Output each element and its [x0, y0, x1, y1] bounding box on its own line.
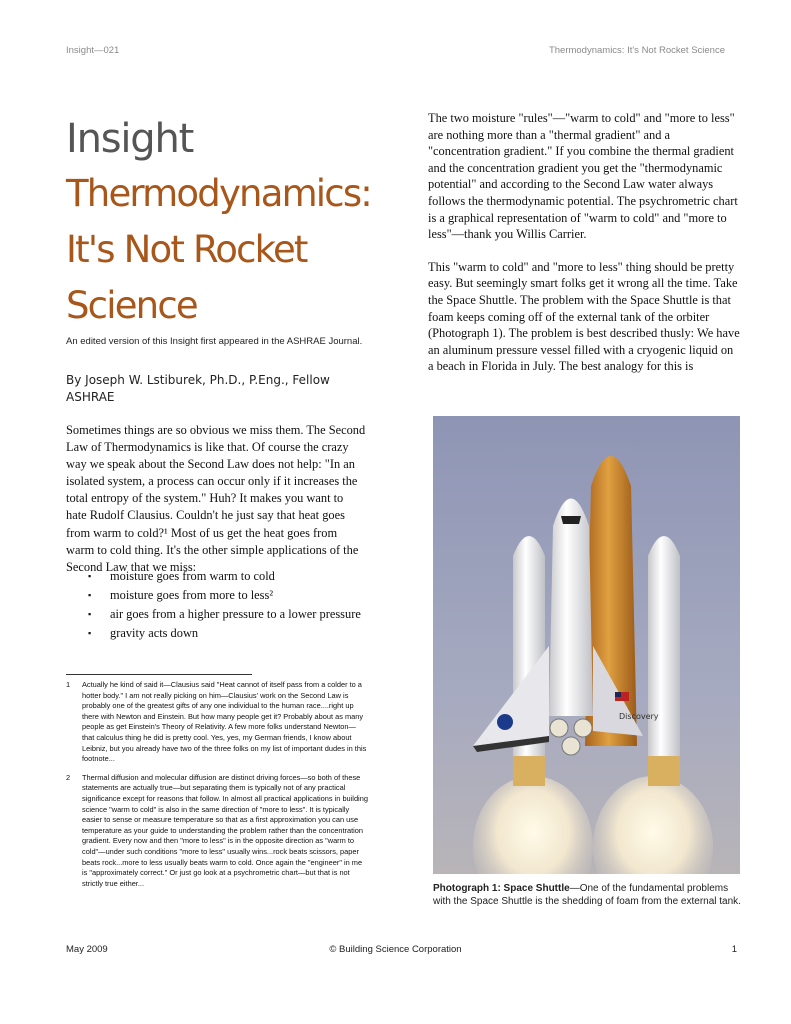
footnote-text: Actually he kind of said it—Clausius said "Heat cannot of itself pass from a colder to a hotter body." I am not really picking on him—Clausius' work on the Second Law is probably one of the greatest gifts of any one individual to the human race....right up there with Newton and Einstein. But how many people get it? Probably about as many people as get Einstein's Theory of Relativity. A few more folks understand Newton—that calculus thing he did is pretty cool. Yes, yes, my German friends, I know about Leibniz, but you already have two of the three folks on my list of important dudes in this footnote... [82, 680, 367, 764]
right-column-body [428, 110, 740, 391]
list-item: ▪ air goes from a higher pressure to a lower pressure [84, 606, 374, 623]
article-title-line-2: It's Not Rocket [66, 228, 307, 271]
running-header-right: Thermodynamics: It's Not Rocket Science [548, 45, 725, 56]
second-law-list [84, 568, 374, 644]
caption-text: —One of the fundamental problems with the Space Shuttle is the shedding of foam from the external tank. [433, 883, 741, 907]
footnotes [66, 680, 368, 897]
list-item: ▪ moisture goes from more to less² [84, 587, 374, 604]
footer-copyright: © Building Science Corporation [329, 944, 462, 955]
paragraph-gradients: The two moisture "rules"—"warm to cold" and "more to less" are nothing more than a "thermal gradient" and a "concentration gradient." If you combine the thermal gradient and the concentration gradient you get the "thermodynamic potential" and according to the Second Law water always follows the thermodynamic potential. The psychrometric chart is a graphical representation of "warm to cold" and "more to less"—thank you Willis Carrier. [428, 111, 738, 242]
footer-date: May 2009 [66, 944, 108, 955]
footnote-1 [66, 680, 368, 765]
footnote-number: 2 [66, 772, 71, 782]
space-shuttle-illustration [433, 416, 740, 874]
list-item: ▪ gravity acts down [84, 625, 374, 642]
running-header-left: Insight—021 [66, 45, 120, 56]
left-column-body [66, 422, 366, 576]
list-item: ▪ moisture goes from warm to cold [84, 568, 374, 585]
caption-label: Photograph 1: Space Shuttle [433, 883, 570, 894]
footnote-number: 1 [66, 680, 71, 689]
article-title-line-1: Thermodynamics: [66, 172, 371, 215]
edited-note: An edited version of this Insight first appeared in the ASHRAE Journal. [66, 336, 363, 347]
footnote-rule [66, 674, 252, 675]
photo-caption [433, 882, 743, 908]
space-shuttle-photo [433, 416, 740, 874]
title-block [66, 112, 396, 334]
intro-paragraph: Sometimes things are so obvious we miss them. The Second Law of Thermodynamics is like that. Of course the crazy way we speak about the Second Law does not help: "In an isolated system, a process can occur only if it increases the total entropy of the system." Huh? It makes you want to hate Rudolf Clausius. Couldn't he just say that heat goes from warm to cold?¹ Most of us get the heat goes from warm to cold thing. It's the other simple applications of the Second Law that we miss: [66, 423, 366, 574]
paragraph-space-shuttle: This "warm to cold" and "more to less" thing should be pretty easy. But seemingly smart folks get it wrong all the time. Take the Space Shuttle. The problem with the Space Shuttle is that foam keeps coming off of the external tank of the orbiter (Photograph 1). The problem is best described thusly: We have an aluminum pressure vessel filled with a cryogenic liquid on a beach in Florida in July. The best analogy for this is [428, 259, 740, 374]
author-byline: By Joseph W. Lstiburek, Ph.D., P.Eng., Fellow ASHRAE [66, 373, 330, 404]
footnote-text: Thermal diffusion and molecular diffusion are distinct driving forces—so both of these statements are actually true—but separating them is typically not of any practical significance except for reasons that follow. In almost all practical applications in building science "warm to cold" is also in the same direction of "more to less". It is typically easier to sense or measure temperature so that as a first approximation you can use temperature as your guide to understanding the problem rather than the concentration gradient. Every now and then "more to less" is in the opposite direction as "warm to cold"—under such conditions "more to less" usually wins...rock beats scissors, paper beats rock...more to less usually beats warm to cold. Once again the "engineer" in me is "approximately correct." Or just go look at a psychrometric chart—but that is not strictly true either... [82, 772, 368, 888]
footnote-2 [66, 773, 368, 890]
article-title-line-3: Science [66, 284, 197, 327]
page-number: 1 [731, 944, 737, 955]
orbiter-name: Discovery [619, 712, 659, 721]
series-title: Insight [66, 116, 194, 162]
